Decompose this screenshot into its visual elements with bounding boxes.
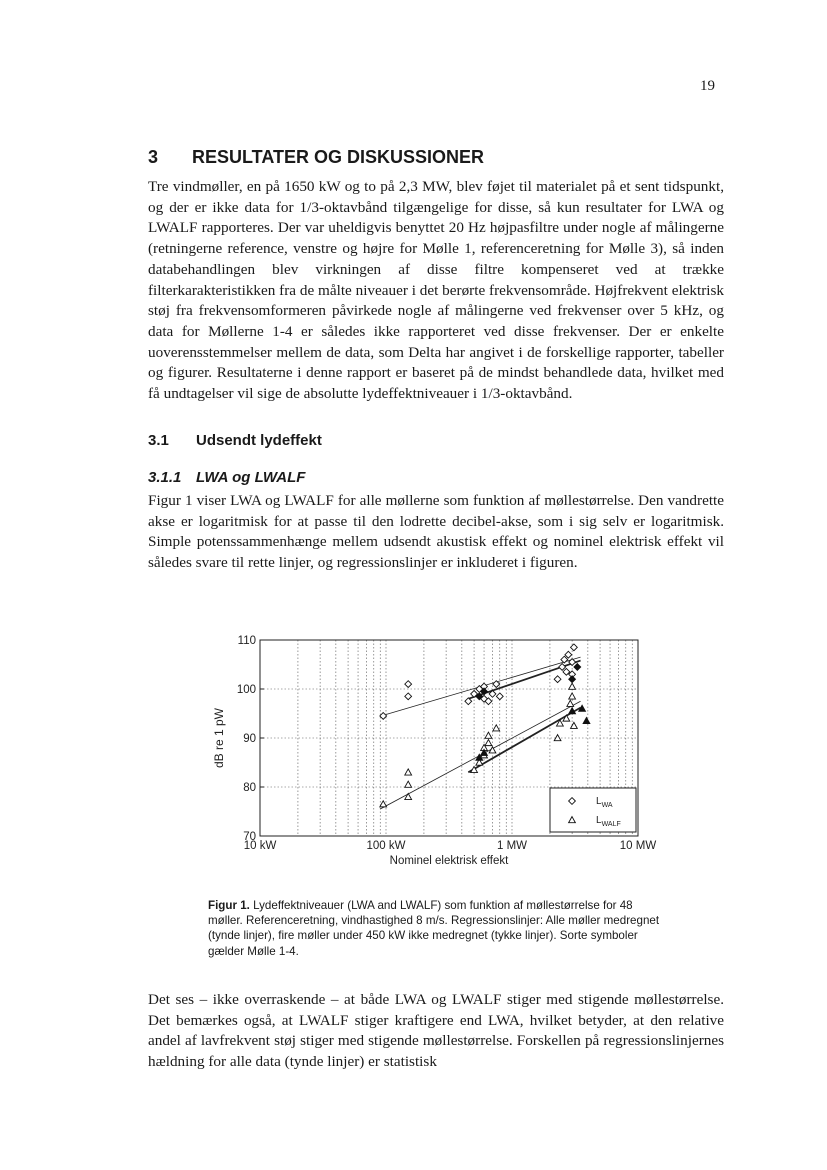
data-point-diamond-open — [493, 681, 500, 688]
data-point-diamond-open — [405, 693, 412, 700]
data-point-diamond-filled — [569, 676, 576, 683]
y-tick-label: 70 — [243, 831, 256, 843]
intro-paragraph: Tre vindmøller, en på 1650 kW og to på 2,3 MW, blev føjet til materialet på et sent tidspunkt, og der er ikke data for 1/3-oktavbånd tilgængelige for disse, så kun resultater for LWA og LWALF rapporteres. Der var uheldigvis benyttet 20 Hz højpasfiltre under nogle af målingerne (retningerne reference, venstre og højre for Mølle 1, referenceretning for Mølle 3), så inden databehandlingen blev virkningen af disse filtre kompenseret ved at trække filterkarakteristikken fra de målte niveauer i det berørte frekvensområde. Højfrekvent elektrisk støj fra frekvensomformeren påvirkede nogle af målingerne ved frekvenser over 5 kHz, og data for Møllerne 1-4 er således ikke rapporteret ved disse frekvenser. Der er enkelte uoverensstemmelser mellem de data, som Delta har angivet i de forskellige rapporter, tabeller og figurer. Resultaterne i denne rapport er baseret på de mindst behandlede data, hvilket med få undtagelser vil sige de absolutte lydeffektniveauer i 1/3-oktavbånd. — [148, 178, 724, 403]
figure-1-chart — [195, 628, 675, 890]
chart-legend — [550, 788, 636, 832]
x-tick-label: 10 kW — [243, 840, 277, 852]
legend-label: $L_{WA}$ — [596, 796, 613, 809]
x-tick-label: 1 MW — [496, 840, 528, 852]
data-point-triangle-open — [493, 725, 500, 731]
subsection-number: 3.1 — [148, 432, 169, 449]
data-point-triangle-open — [405, 781, 412, 787]
section-title: RESULTATER OG DISKUSSIONER — [192, 147, 485, 167]
section-number: 3 — [148, 147, 159, 167]
y-tick-label: 110 — [237, 635, 256, 647]
data-point-diamond-filled — [574, 664, 581, 671]
caption-label: Figur 1. — [208, 899, 250, 912]
data-point-diamond-open — [496, 693, 503, 700]
subsection-heading — [148, 432, 322, 449]
data-point-triangle-open — [405, 769, 412, 775]
subsubsection-heading — [148, 469, 305, 486]
data-point-triangle-open — [571, 722, 578, 728]
data-point-triangle-open — [485, 740, 492, 746]
figure-intro-paragraph: Figur 1 viser LWA og LWALF for alle møllerne som funktion af møllestørrelse. Den vandrette akse er logaritmisk for at passe til den lodrette decibel-akse, som i sig selv er logaritmisk. Simple potenssammenhænge mellem udsendt akustisk effekt og nominel elektrisk effekt vil således svare til rette linjer, og regressionslinjer er inkluderet i figuren. — [148, 492, 724, 572]
x-axis-label: Nominel elektrisk effekt — [389, 855, 509, 867]
legend-label: $L_{WALF}$ — [596, 815, 621, 828]
y-tick-label: 100 — [236, 684, 256, 696]
data-point-diamond-open — [565, 651, 572, 658]
y-axis-label: dB re 1 pW — [212, 707, 226, 769]
page-number: 19 — [700, 78, 715, 94]
caption-text: Lydeffektniveauer (LWA and LWALF) som funktion af møllestørrelse for 48 møller. Referenceretning, vindhastighed 8 m/s. Regressionslinjer: Alle møller medregnet (tynde linjer), fire møller under 450 kW ikke medregnet (tykke linjer). Sorte symboler gælder Mølle 1-4. — [208, 899, 660, 958]
regression-line-thick — [468, 708, 580, 773]
subsubsection-number: 3.1.1 — [148, 469, 182, 486]
figure-caption — [208, 898, 668, 959]
data-point-diamond-open — [405, 681, 412, 688]
data-point-diamond-open — [559, 664, 566, 671]
data-point-triangle-open — [569, 693, 576, 699]
legend-box — [550, 788, 636, 832]
data-point-diamond-open — [554, 676, 561, 683]
data-point-diamond-open — [561, 656, 568, 663]
section-heading — [148, 147, 484, 168]
data-point-triangle-open — [554, 735, 561, 741]
x-tick-label: 100 kW — [366, 840, 406, 852]
data-point-triangle-open — [405, 793, 412, 799]
subsubsection-title: LWA og LWALF — [196, 469, 306, 486]
data-point-triangle-open — [569, 683, 576, 689]
subsection-title: Udsendt lydeffekt — [196, 432, 322, 449]
discussion-paragraph: Det ses – ikke overraskende – at både LWA og LWALF stiger med stigende møllestørrelse. Det bemærkes også, at LWALF stiger kraftigere end LWA, hvilket betyder, at den relative andel af lavfrekvent støj stiger med stigende møllestørrelse. Forskellen på regressionslinjernes hældning for alle data (tynde linjer) er statistisk — [148, 991, 724, 1071]
data-point-triangle-open — [485, 732, 492, 738]
y-tick-label: 90 — [243, 733, 256, 745]
data-point-diamond-open — [571, 644, 578, 651]
data-point-diamond-open — [380, 713, 387, 720]
x-tick-label: 10 MW — [619, 840, 657, 852]
data-point-triangle-open — [380, 801, 387, 807]
data-point-triangle-filled — [583, 717, 590, 723]
data-point-triangle-open — [567, 700, 574, 706]
y-tick-label: 80 — [243, 782, 256, 794]
